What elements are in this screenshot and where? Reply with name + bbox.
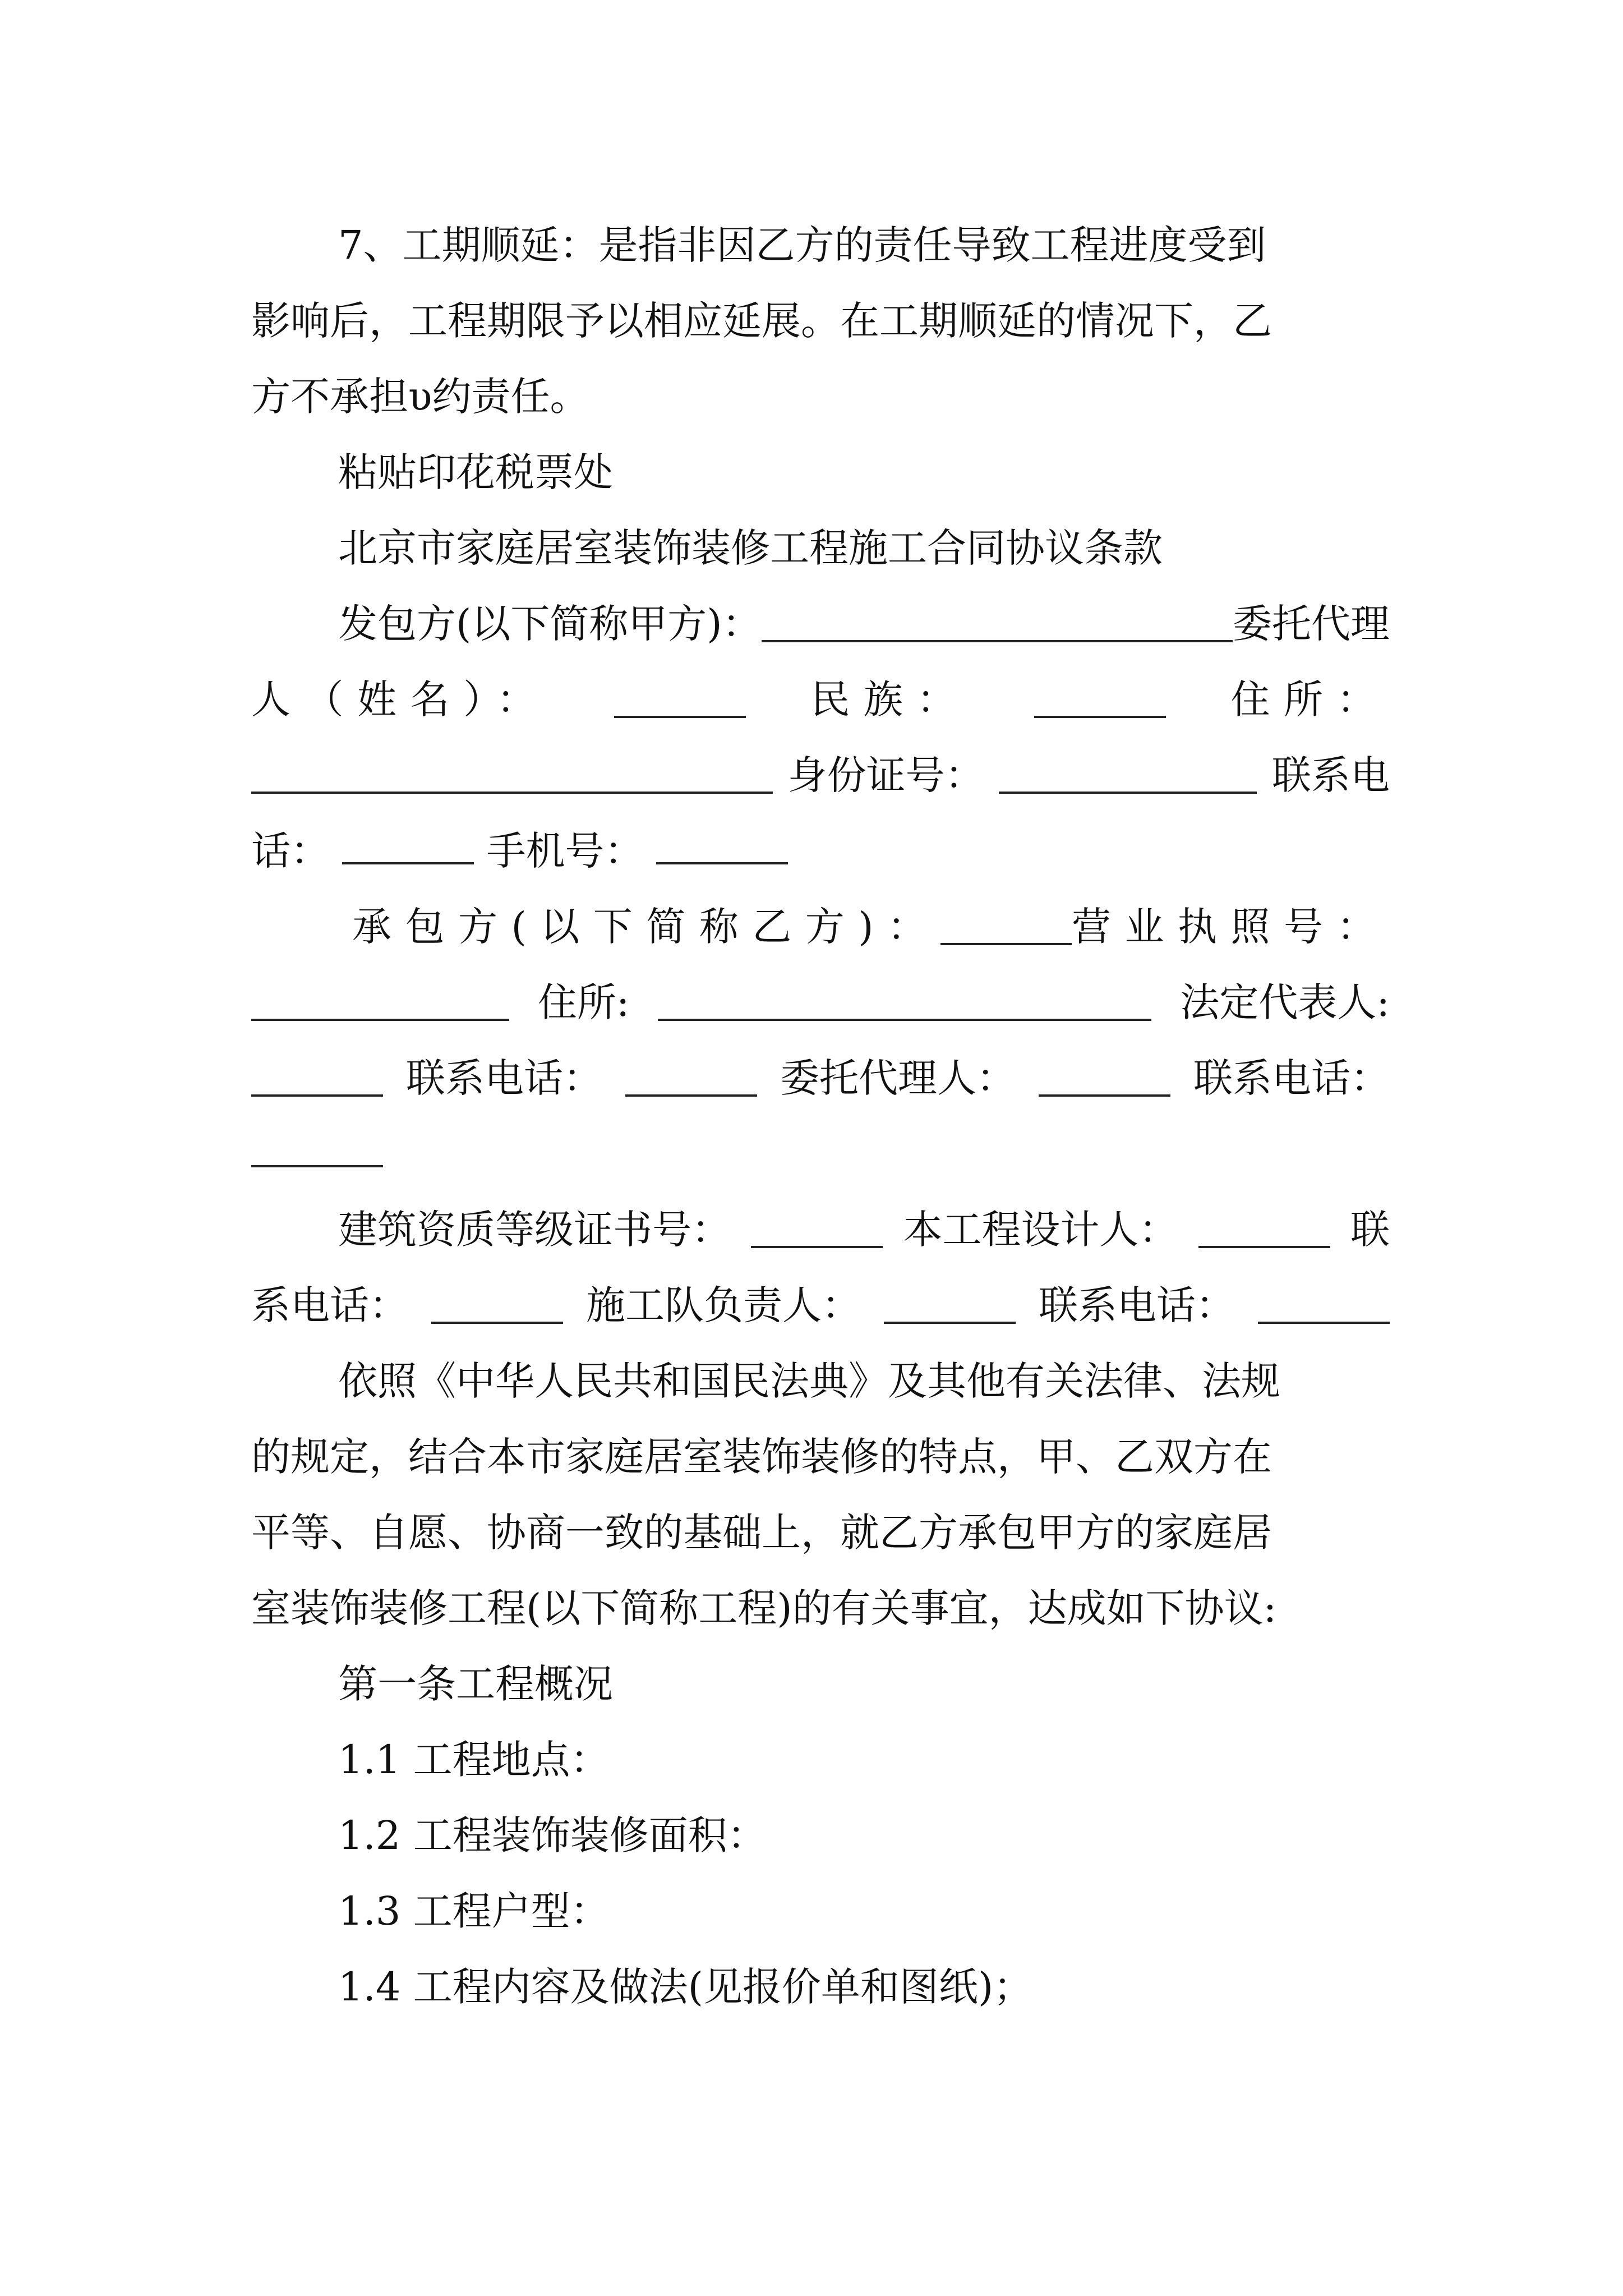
clause-7-line-3: 方不承担υ约责任。 <box>251 374 589 420</box>
party-a-phone-blank[interactable] <box>342 827 474 864</box>
id-number-blank[interactable] <box>999 757 1257 794</box>
crew-leader-phone-blank[interactable] <box>1258 1287 1390 1324</box>
stamp-tax-note: 粘贴印花税票处 <box>338 449 613 495</box>
business-license-blank[interactable] <box>251 984 509 1021</box>
qualification-line-1: 建筑资质等级证书号： 本工程设计人： 联 <box>338 1207 1390 1253</box>
designer-phone-blank[interactable] <box>431 1287 563 1324</box>
preamble-line-2: 的规定，结合本市家庭居室装饰装修的特点，甲、乙双方在 <box>251 1434 1272 1480</box>
clause-7-line-1: 7、工期顺延：是指非因乙方的责任导致工程进度受到 <box>338 222 1266 268</box>
preamble-line-3: 平等、自愿、协商一致的基础上，就乙方承包甲方的家庭居 <box>251 1510 1272 1556</box>
party-a-line-1: 发包方(以下简称甲方)： 委托代理 <box>338 601 1390 647</box>
party-a-line-2: 人（姓名）： 民族： 住所： <box>251 677 1390 723</box>
article-1-item: 1.4 工程内容及做法(见报价单和图纸)； <box>338 1964 1033 2010</box>
contract-title: 北京市家庭居室装饰装修工程施工合同协议条款 <box>338 525 1163 571</box>
party-b-line-1: 承包方(以下简称乙方)： 营业执照号： <box>352 904 1390 950</box>
party-a-line-3: 身份证号： 联系电 <box>251 750 1390 800</box>
party-b-line-2: 住所: 法定代表人: <box>251 977 1390 1028</box>
qualification-cert-blank[interactable] <box>751 1211 883 1248</box>
designer-blank[interactable] <box>1198 1211 1330 1248</box>
party-a-mobile-blank[interactable] <box>656 827 788 864</box>
legal-rep-blank[interactable] <box>251 1060 383 1097</box>
party-b-agent-phone-blank[interactable] <box>251 1130 383 1167</box>
party-b-line-3: 联系电话： 委托代理人： 联系电话： <box>251 1053 1390 1103</box>
party-b-agent-blank[interactable] <box>1039 1060 1170 1097</box>
party-b-address-blank[interactable] <box>658 984 1151 1021</box>
article-1-item: 1.2 工程装饰装修面积： <box>338 1812 767 1858</box>
party-b-name-blank[interactable] <box>940 908 1072 945</box>
party-a-address-blank[interactable] <box>251 757 773 794</box>
party-a-line-4: 话： 手机号： <box>251 826 788 876</box>
article-1-heading: 第一条工程概况 <box>338 1661 613 1707</box>
party-a-name-blank[interactable] <box>762 605 1233 642</box>
article-1-item: 1.1 工程地点： <box>338 1737 610 1783</box>
preamble-line-4: 室装饰装修工程(以下简称工程)的有关事宜，达成如下协议: <box>251 1585 1277 1631</box>
party-b-line-4 <box>251 1129 383 1179</box>
clause-7-line-2: 影响后，工程期限予以相应延展。在工期顺延的情况下，乙 <box>251 298 1272 344</box>
preamble-line-1: 依照《中华人民共和国民法典》及其他有关法律、法规 <box>338 1358 1280 1404</box>
ethnicity-blank[interactable] <box>1034 681 1166 718</box>
article-1-item: 1.3 工程户型： <box>338 1888 610 1934</box>
agent-name-blank[interactable] <box>614 681 746 718</box>
crew-leader-blank[interactable] <box>884 1287 1016 1324</box>
party-b-phone-blank[interactable] <box>625 1060 757 1097</box>
qualification-line-2: 系电话： 施工队负责人： 联系电话： <box>251 1280 1390 1331</box>
